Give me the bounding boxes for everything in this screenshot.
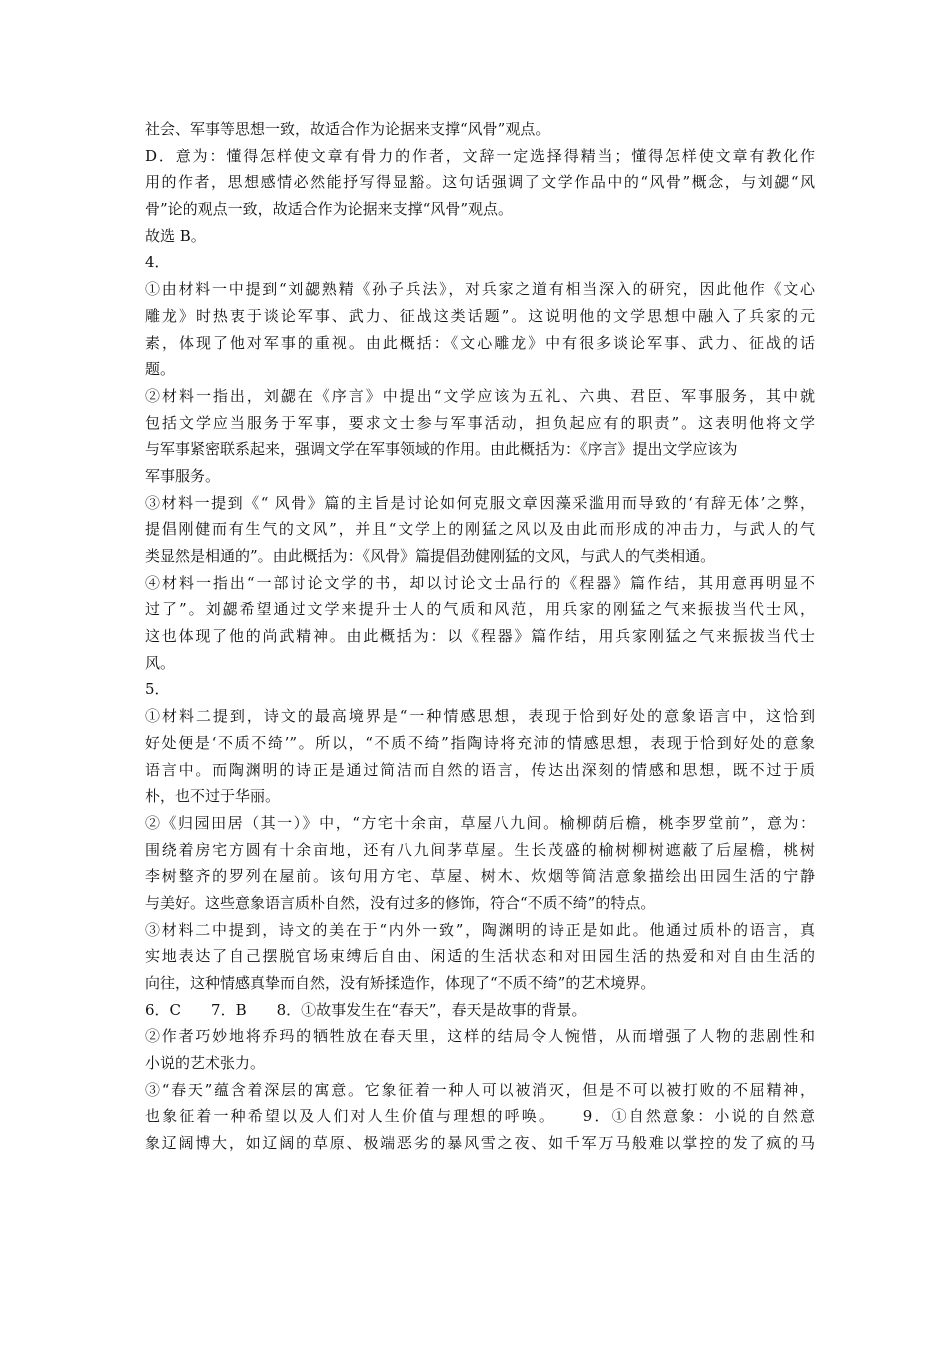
text-line: D．意为：懂得怎样使文章有骨力的作者，文辞一定选择得精当；懂得怎样使文章有教化作	[145, 146, 815, 165]
text-line: 也象征着一种希望以及人们对人生价值与理想的呼唤。 9．①自然意象：小说的自然意	[145, 1107, 815, 1126]
text-line: 骨”论的观点一致，故适合作为论据来支撑“风骨”观点。	[145, 200, 514, 219]
text-line: 雕龙》时热衷于谈论军事、武力、征战这类话题”。这说明他的文学思想中融入了兵家的元	[145, 306, 815, 325]
text-line: ④材料一指出“一部讨论文学的书，却以讨论文士品行的《程器》篇作结，其用意再明显不	[145, 573, 815, 592]
text-line: ③材料二中提到，诗文的美在于“内外一致”，陶渊明的诗正是如此。他通过质朴的语言，真	[145, 920, 815, 939]
text-line: ③材料一提到《“ 风骨》篇的主旨是讨论如何克服文章因藻采滥用而导致的‘有辞无体’之弊，	[145, 493, 815, 512]
text-line: ①材料二提到，诗文的最高境界是“一种情感思想，表现于恰到好处的意象语言中，这恰到	[145, 707, 815, 726]
text-line: ③“春天”蕴含着深层的寓意。它象征着一种人可以被消灭，但是不可以被打败的不屈精神，	[145, 1080, 815, 1099]
text-line: 4．	[145, 253, 170, 272]
text-line: 6．C 7．B 8．①故事发生在“春天”，春天是故事的背景。	[145, 1000, 587, 1019]
text-line: 与军事紧密联系起来，强调文学在军事领域的作用。由此概括为：《序言》提出文学应该为	[145, 440, 738, 459]
text-line: 语言中。而陶渊明的诗正是通过简洁而自然的语言，传达出深刻的情感和思想，既不过于质	[145, 760, 815, 779]
text-line: 围绕着房宅方圆有十余亩地，还有八九间茅草屋。生长茂盛的榆树柳树遮蔽了后屋檐，桃树	[145, 840, 815, 859]
text-line: 与美好。这些意象语言质朴自然，没有过多的修饰，符合“不质不绮”的特点。	[145, 893, 656, 912]
text-line: 故选 B。	[145, 226, 206, 245]
text-line: 好处便是‘不质不绮’”。所以，“不质不绮”指陶诗将充沛的情感思想，表现于恰到好处的意象	[145, 733, 815, 752]
text-line: 社会、军事等思想一致，故适合作为论据来支撑“风骨”观点。	[145, 120, 551, 138]
text-line: 题。	[145, 360, 176, 379]
text-line: 这也体现了他的尚武精神。由此概括为：以《程器》篇作结，用兵家刚猛之气来振拔当代士	[145, 627, 815, 646]
answer-text-body	[145, 116, 815, 1157]
text-line: 用的作者，思想感情必然能抒写得显豁。这句话强调了文学作品中的“风骨”概念，与刘勰“风	[145, 173, 815, 192]
text-line: 风。	[145, 653, 176, 672]
text-line: ①由材料一中提到“刘勰熟精《孙子兵法》，对兵家之道有相当深入的研究，因此他作《文心	[145, 280, 815, 299]
text-line: 实地表达了自己摆脱官场束缚后自由、闲适的生活状态和对田园生活的热爱和对自由生活的	[145, 947, 815, 966]
text-line: 5．	[145, 680, 170, 699]
text-line: 过了”。刘勰希望通过文学来提升士人的气质和风范，用兵家的刚猛之气来振拔当代士风，	[145, 600, 815, 619]
text-line: 象辽阔博大，如辽阔的草原、极端恶劣的暴风雪之夜、如千军万马般难以掌控的发了疯的马	[145, 1134, 815, 1153]
text-line: 提倡刚健而有生气的文风”，并且“文学上的刚猛之风以及由此而形成的冲击力，与武人的气	[145, 520, 815, 539]
text-line: ②材料一指出，刘勰在《序言》中提出“文学应该为五礼、六典、君臣、军事服务，其中就	[145, 386, 815, 405]
text-line: 朴，也不过于华丽。	[145, 787, 281, 806]
text-line: 素，体现了他对军事的重视。由此概括：《文心雕龙》中有很多谈论军事、武力、征战的话	[145, 333, 815, 352]
text-line: 李树整齐的罗列在屋前。该句用方宅、草屋、树木、炊烟等简洁意象描绘出田园生活的宁静	[145, 867, 815, 886]
text-line: 军事服务。	[145, 466, 221, 485]
text-line: 向往，这种情感真挚而自然，没有矫揉造作，体现了“不质不绮”的艺术境界。	[145, 974, 656, 992]
text-line: 包括文学应当服务于军事，要求文士参与军事活动，担负起应有的职责”。这表明他将文学	[145, 413, 815, 432]
text-line: ②《归园田居（其一）》中，“方宅十余亩，草屋八九间。榆柳荫后檐，桃李罗堂前”，意为：	[145, 813, 815, 832]
text-line: 小说的艺术张力。	[145, 1054, 266, 1073]
text-line: ②作者巧妙地将乔玛的牺牲放在春天里，这样的结局令人惋惜，从而增强了人物的悲剧性和	[145, 1027, 815, 1046]
text-line: 类显然是相通的”。由此概括为：《风骨》篇提倡劲健刚猛的文风，与武人的气类相通。	[145, 547, 716, 565]
